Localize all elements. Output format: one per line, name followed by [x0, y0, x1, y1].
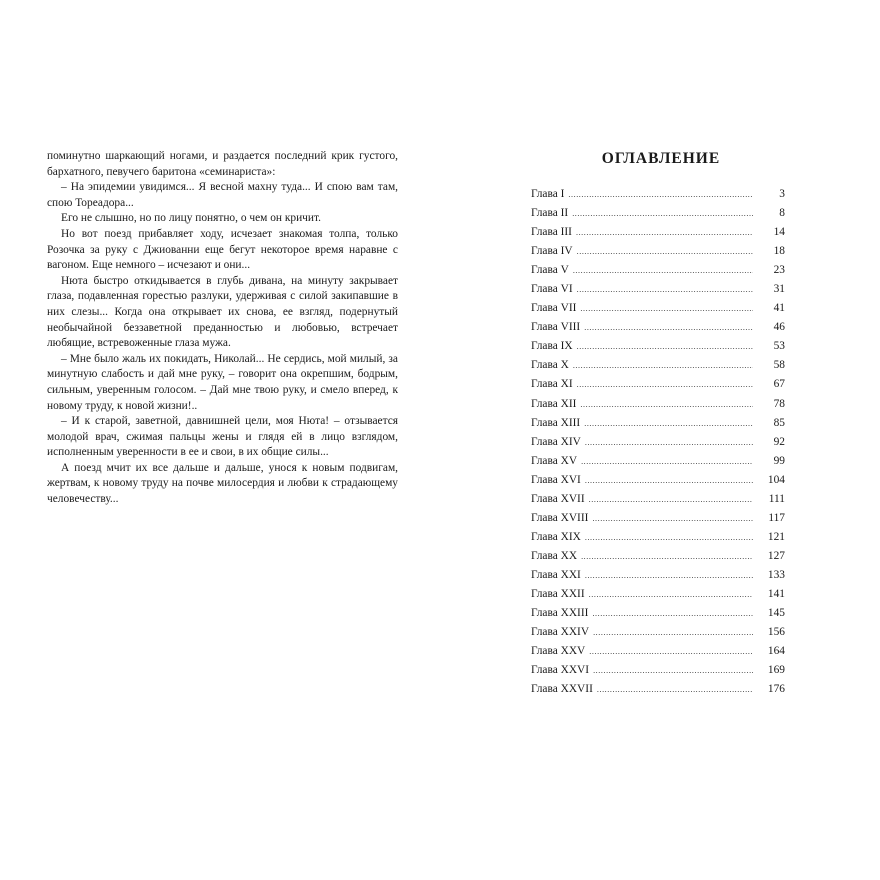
- toc-dot-leader: [568, 185, 753, 204]
- paragraph-7: – И к старой, заветной, давнишней цели, моя Нюта! – отзывается молодой врач, сжимая пальцы жены и глядя ей в лицо взглядом, исполненным уверенности в ее и свои, в их общие силы...: [47, 415, 398, 459]
- toc-entry-page-number: 14: [773, 226, 785, 239]
- paragraph-2: – На эпидемии увидимся... Я весной махну туда... И спою вам там, спою Тореадора...: [47, 181, 398, 209]
- toc-dot-leader: [573, 261, 753, 280]
- toc-entry[interactable]: [531, 414, 785, 433]
- toc-entry[interactable]: [531, 528, 785, 547]
- toc-dot-leader: [572, 204, 753, 223]
- toc-entry-page-number: 46: [773, 321, 785, 334]
- toc-entry[interactable]: [531, 566, 785, 585]
- toc-entry-label: Глава XXI: [531, 568, 581, 581]
- toc-entry[interactable]: [531, 547, 785, 566]
- toc-entry-label: Глава XXII: [531, 587, 585, 600]
- toc-entry-page-number: 53: [773, 340, 785, 353]
- toc-entry-label: Глава XI: [531, 378, 573, 391]
- toc-entry-page-number: 127: [767, 549, 785, 562]
- toc-entry[interactable]: [531, 471, 785, 490]
- paragraph-8: А поезд мчит их все дальше и дальше, унося к новым подвигам, жертвам, к новому труду на почве милосердия и любви к страдающему человечеству...: [47, 461, 398, 506]
- table-of-contents: [531, 148, 785, 699]
- toc-dot-leader: [585, 566, 753, 585]
- toc-dot-leader: [597, 680, 753, 699]
- toc-entry-page-number: 121: [767, 530, 785, 543]
- toc-entry[interactable]: [531, 185, 785, 204]
- toc-entry-page-number: 169: [767, 664, 785, 677]
- toc-entry-label: Глава III: [531, 226, 572, 239]
- toc-entry-label: Глава XVII: [531, 492, 585, 505]
- toc-entry-page-number: 145: [767, 607, 785, 620]
- toc-dot-leader: [577, 375, 753, 394]
- toc-entry-page-number: 41: [773, 302, 785, 315]
- paragraph-1: поминутно шаркающий ногами, и раздается последний крик густого, бархатного, певучего баритона «семинариста»:: [47, 150, 398, 178]
- toc-entry-label: Глава X: [531, 359, 569, 372]
- toc-entry-label: Глава VIII: [531, 321, 581, 334]
- toc-entry[interactable]: [531, 452, 785, 471]
- toc-dot-leader: [585, 433, 753, 452]
- paragraph-4: Но вот поезд прибавляет ходу, исчезает знакомая толпа, только Розочка за руку с Джиованни еще бегут некоторое время наравне с вагоном. Еще немного – исчезают и они...: [47, 227, 398, 272]
- toc-entry-label: Глава I: [531, 188, 565, 200]
- toc-entry-label: Глава XVI: [531, 473, 581, 486]
- toc-entry-page-number: 23: [773, 264, 785, 277]
- toc-dot-leader: [577, 242, 753, 261]
- toc-entry[interactable]: [531, 490, 785, 509]
- toc-entry-page-number: 99: [773, 454, 785, 467]
- toc-entry-page-number: 18: [773, 245, 785, 258]
- toc-entry[interactable]: [531, 204, 785, 223]
- toc-dot-leader: [585, 471, 753, 490]
- toc-entry-page-number: 78: [773, 397, 785, 410]
- toc-entry[interactable]: [531, 585, 785, 604]
- toc-entry[interactable]: [531, 223, 785, 242]
- toc-dot-leader: [589, 642, 753, 661]
- toc-entry[interactable]: [531, 433, 785, 452]
- toc-entry-label: Глава XVIII: [531, 511, 589, 524]
- toc-entry-page-number: 3: [779, 188, 785, 200]
- toc-dot-leader: [577, 280, 753, 299]
- toc-list: [531, 185, 785, 699]
- paragraph-5: Нюта быстро откидывается в глубь дивана, на минуту закрывает глаза, подавленная горестью разлуки, удерживая с силой закипавшие в них слезы... Когда она открывает их снова, ее взгляд, подернутый необычайной беззаветной преданностью и любовью, встречает любящие, встревоженные глаза мужа.: [47, 274, 398, 350]
- toc-dot-leader: [584, 318, 753, 337]
- toc-entry-page-number: 133: [767, 568, 785, 581]
- toc-entry[interactable]: [531, 661, 785, 680]
- toc-dot-leader: [576, 223, 753, 242]
- toc-entry-page-number: 141: [767, 587, 785, 600]
- toc-dot-leader: [580, 395, 753, 414]
- toc-dot-leader: [577, 337, 753, 356]
- toc-dot-leader: [593, 661, 753, 680]
- toc-entry-page-number: 8: [779, 207, 785, 220]
- toc-entry-label: Глава XIX: [531, 530, 581, 543]
- paragraph-6: – Мне было жаль их покидать, Николай... Не сердись, мой милый, за минутную слабость и дай мне руку, – говорит она окрепшим, бодрым, сильным, уверенным голосом. – Дай мне твою руку, и смело вперед, к новому труду, к новой жизни!..: [47, 352, 398, 412]
- toc-entry[interactable]: [531, 356, 785, 375]
- toc-entry-page-number: 117: [768, 511, 785, 524]
- toc-entry[interactable]: [531, 242, 785, 261]
- toc-entry[interactable]: [531, 375, 785, 394]
- toc-dot-leader: [593, 623, 753, 642]
- toc-entry-page-number: 58: [773, 359, 785, 372]
- toc-entry[interactable]: [531, 623, 785, 642]
- toc-entry-page-number: 85: [773, 416, 785, 429]
- toc-dot-leader: [589, 585, 753, 604]
- toc-entry[interactable]: [531, 299, 785, 318]
- toc-dot-leader: [573, 356, 753, 375]
- toc-entry-label: Глава IX: [531, 340, 573, 353]
- toc-entry-page-number: 92: [773, 435, 785, 448]
- toc-entry[interactable]: [531, 280, 785, 299]
- toc-entry-page-number: 156: [767, 626, 785, 639]
- toc-entry-label: Глава XIII: [531, 416, 581, 429]
- toc-entry-label: Глава VII: [531, 302, 577, 315]
- toc-dot-leader: [592, 604, 753, 623]
- toc-entry[interactable]: [531, 318, 785, 337]
- left-page-text: [47, 149, 398, 508]
- toc-entry-page-number: 67: [773, 378, 785, 391]
- toc-entry[interactable]: [531, 337, 785, 356]
- toc-entry-page-number: 164: [767, 645, 785, 658]
- toc-entry-page-number: 176: [767, 683, 785, 696]
- toc-entry[interactable]: [531, 509, 785, 528]
- toc-entry-label: Глава VI: [531, 283, 573, 296]
- toc-entry-label: Глава XIV: [531, 435, 581, 448]
- paragraph-3: Его не слышно, но по лицу понятно, о чем он кричит.: [61, 212, 321, 225]
- toc-entry-label: Глава XV: [531, 454, 578, 467]
- toc-entry-label: Глава XX: [531, 549, 578, 562]
- toc-entry[interactable]: [531, 604, 785, 623]
- toc-dot-leader: [589, 490, 753, 509]
- toc-entry-page-number: 104: [767, 473, 785, 486]
- toc-entry[interactable]: [531, 261, 785, 280]
- toc-dot-leader: [585, 528, 753, 547]
- toc-entry[interactable]: [531, 395, 785, 414]
- toc-entry-label: Глава IV: [531, 245, 573, 258]
- toc-dot-leader: [592, 509, 753, 528]
- toc-entry-label: Глава XII: [531, 397, 577, 410]
- toc-entry-label: Глава XXV: [531, 645, 586, 658]
- toc-entry-page-number: 31: [773, 283, 785, 296]
- toc-title: ОГЛАВЛЕНИЕ: [601, 150, 721, 167]
- toc-entry-label: Глава V: [531, 264, 569, 277]
- toc-dot-leader: [584, 414, 753, 433]
- toc-dot-leader: [580, 299, 753, 318]
- toc-entry-label: Глава XXVI: [531, 664, 590, 677]
- toc-entry-page-number: 111: [768, 492, 785, 505]
- toc-entry-label: Глава II: [531, 207, 569, 220]
- toc-dot-leader: [581, 452, 753, 471]
- toc-entry-label: Глава XXIV: [531, 626, 590, 639]
- toc-entry[interactable]: [531, 680, 785, 699]
- toc-entry[interactable]: [531, 642, 785, 661]
- toc-entry-label: Глава XXIII: [531, 607, 589, 620]
- toc-dot-leader: [581, 547, 753, 566]
- toc-entry-label: Глава XXVII: [531, 683, 593, 696]
